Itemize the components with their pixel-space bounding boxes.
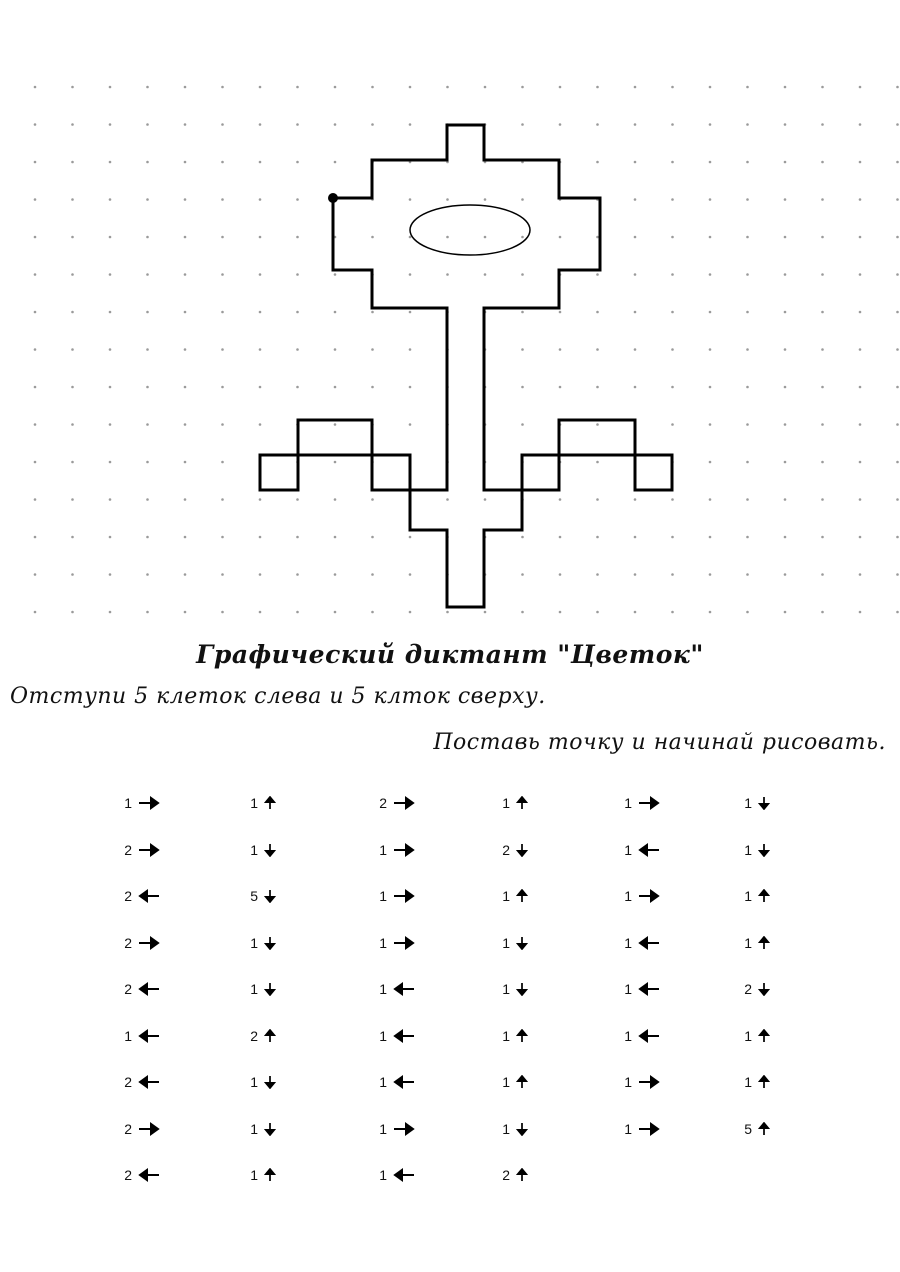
arrow-right-icon [638,1122,660,1136]
dictation-step [742,1119,770,1139]
arrow-left-icon [138,1029,160,1043]
dictation-step [742,1072,770,1092]
step-count: 2 [124,1167,132,1183]
arrow-down-icon [516,843,528,857]
arrow-right-icon [393,796,415,810]
step-count: 2 [124,888,132,904]
arrow-left-icon [638,1029,660,1043]
dictation-step [622,840,660,860]
dictation-step [122,886,160,906]
flower-center-oval [410,205,530,255]
arrow-down-icon [758,796,770,810]
arrow-up-icon [516,889,528,903]
arrow-left-icon [393,1075,415,1089]
arrow-up-icon [758,889,770,903]
dictation-step [500,1165,528,1185]
dictation-step [500,979,528,999]
arrow-up-icon [516,1168,528,1182]
step-count: 1 [250,1120,258,1137]
arrow-left-icon [138,1075,160,1089]
arrow-left-icon [393,982,415,996]
step-count: 1 [744,795,752,811]
step-count: 1 [502,934,510,951]
arrow-right-icon [138,843,160,857]
dictation-step [622,1072,660,1092]
step-count: 2 [379,795,387,811]
arrow-down-icon [758,982,770,996]
dictation-step [500,1072,528,1092]
arrow-left-icon [638,936,660,950]
arrow-right-icon [393,843,415,857]
dictation-step [122,1026,160,1046]
arrow-left-icon [138,1168,160,1182]
step-count: 1 [379,1167,387,1183]
step-count: 2 [124,1120,132,1137]
flower-outline [260,125,672,607]
dictation-step [500,933,528,953]
dictation-step [122,1072,160,1092]
dictation-step [500,793,528,813]
arrow-right-icon [393,1122,415,1136]
dictation-step [500,886,528,906]
arrow-up-icon [516,1029,528,1043]
step-count: 2 [502,841,510,858]
dictation-step [248,793,276,813]
arrow-down-icon [264,936,276,950]
step-count: 1 [624,1027,632,1044]
arrow-down-icon [516,936,528,950]
step-count: 1 [502,1074,510,1090]
arrow-down-icon [264,1122,276,1136]
arrow-down-icon [264,843,276,857]
arrow-right-icon [393,936,415,950]
dictation-step [122,933,160,953]
arrow-left-icon [393,1168,415,1182]
instruction-indent: Отступи 5 клеток слева и 5 клток сверху. [10,684,546,709]
arrow-right-icon [638,889,660,903]
step-count: 1 [624,934,632,951]
dictation-step [742,933,770,953]
arrow-left-icon [638,982,660,996]
dictation-step [622,1026,660,1046]
arrow-down-icon [264,889,276,903]
dictation-step [248,1072,276,1092]
step-count: 1 [379,1120,387,1137]
arrow-left-icon [393,1029,415,1043]
dictation-step [122,1165,160,1185]
dictation-step [742,886,770,906]
arrow-right-icon [138,1122,160,1136]
step-count: 1 [250,981,258,997]
dictation-step [377,1072,415,1092]
step-count: 1 [624,1074,632,1090]
dictation-step [622,933,660,953]
step-count: 1 [624,841,632,858]
step-count: 1 [379,1074,387,1090]
step-count: 1 [624,795,632,811]
step-count: 1 [624,1120,632,1137]
dictation-step [377,1119,415,1139]
step-count: 2 [502,1167,510,1183]
step-count: 1 [379,841,387,858]
arrow-up-icon [516,796,528,810]
start-point [328,193,338,203]
step-count: 1 [379,934,387,951]
dictation-step [122,979,160,999]
step-count: 1 [250,1074,258,1090]
arrow-up-icon [264,1029,276,1043]
step-count: 1 [250,934,258,951]
step-count: 2 [124,841,132,858]
dictation-step [377,979,415,999]
dictation-step [622,1119,660,1139]
step-count: 1 [744,1074,752,1090]
arrow-down-icon [758,843,770,857]
instruction-start: Поставь точку и начинай рисовать. [433,730,886,755]
dictation-step [622,886,660,906]
arrow-right-icon [138,936,160,950]
step-count: 1 [250,795,258,811]
step-count: 1 [744,888,752,904]
arrow-up-icon [516,1075,528,1089]
arrow-right-icon [638,796,660,810]
step-count: 1 [250,841,258,858]
step-count: 2 [124,934,132,951]
dictation-step [622,979,660,999]
arrow-up-icon [264,796,276,810]
step-count: 2 [250,1027,258,1044]
step-count: 1 [502,981,510,997]
dictation-step [377,933,415,953]
step-count: 1 [624,981,632,997]
dictation-step [122,793,160,813]
step-count: 5 [250,888,258,904]
step-count: 1 [502,888,510,904]
dictation-step [248,1026,276,1046]
arrow-up-icon [758,1029,770,1043]
dictation-step [742,840,770,860]
dictation-step [622,793,660,813]
step-count: 5 [744,1120,752,1137]
step-count: 1 [624,888,632,904]
dictation-step [742,1026,770,1046]
arrow-right-icon [393,889,415,903]
step-count: 1 [124,795,132,811]
dictation-step [248,979,276,999]
dictation-step [500,1026,528,1046]
step-count: 1 [379,1027,387,1044]
dictation-step [248,886,276,906]
step-count: 1 [250,1167,258,1183]
arrow-left-icon [138,982,160,996]
dictation-step [248,1119,276,1139]
dictation-step [248,840,276,860]
arrow-down-icon [264,1075,276,1089]
step-count: 1 [502,1027,510,1044]
dictation-step [248,1165,276,1185]
step-count: 1 [124,1027,132,1044]
step-count: 2 [744,981,752,997]
arrow-right-icon [638,1075,660,1089]
dictation-step [377,840,415,860]
step-count: 1 [744,1027,752,1044]
dictation-step [742,793,770,813]
step-count: 1 [744,934,752,951]
arrow-left-icon [138,889,160,903]
step-count: 2 [124,1074,132,1090]
dictation-step [377,793,415,813]
arrow-up-icon [264,1168,276,1182]
worksheet-title: Графический диктант "Цветок" [196,640,704,669]
arrow-down-icon [264,982,276,996]
dictation-step [500,1119,528,1139]
step-count: 1 [379,981,387,997]
step-count: 1 [502,1120,510,1137]
arrow-up-icon [758,1075,770,1089]
dictation-step [742,979,770,999]
step-count: 1 [744,841,752,858]
step-count: 1 [379,888,387,904]
dictation-step [500,840,528,860]
arrow-up-icon [758,1122,770,1136]
arrow-left-icon [638,843,660,857]
arrow-down-icon [516,1122,528,1136]
arrow-down-icon [516,982,528,996]
dictation-step [377,1026,415,1046]
arrow-up-icon [758,936,770,950]
dictation-step [248,933,276,953]
dictation-step [377,1165,415,1185]
arrow-right-icon [138,796,160,810]
step-count: 2 [124,981,132,997]
step-count: 1 [502,795,510,811]
dictation-step [377,886,415,906]
dictation-step [122,1119,160,1139]
dictation-step [122,840,160,860]
